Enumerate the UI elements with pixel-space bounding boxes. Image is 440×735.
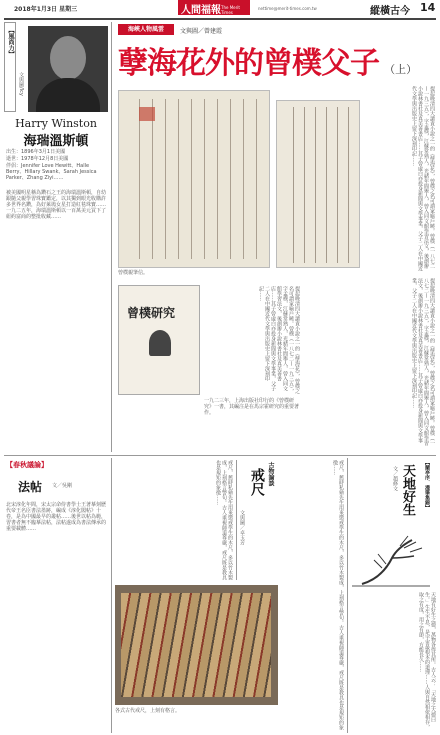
paper-name-en: The Merit Times [221, 5, 240, 15]
antique-author: 文與圖／卓玉芳 [239, 510, 245, 545]
paper-logo [178, 0, 250, 15]
antique-body-upper: 戒尺，舊時私塾先生用來懲戒學生的木尺，多以竹木製成，上刻格言警句。古人重視師道尊嚴，戒尺既是教具也是規矩的象徵…… [215, 460, 233, 580]
letter-handwriting [127, 99, 263, 259]
left-column-divider [111, 22, 112, 452]
column-tag-box [4, 22, 16, 112]
feature-title-text: 孽海花外的曾樸父子 [118, 46, 379, 81]
red-seal-icon [139, 107, 155, 121]
spring-autumn-column [4, 458, 110, 733]
bottom-right-body: 天地有好生之德，萬物各得其所。古人云：「天地之大德曰生。」生生不息，是宇宙最根本的道理……人與自然相依相存，取之有度，用之有節，方能長久…… [418, 592, 436, 730]
bottom-right-column [347, 458, 437, 733]
column-body: 被美國明星稱為鑽石之王的海瑞溫斯頓，自幼跟隨父親學習珠寶鑑定，以其獨到眼光收購許多世界名鑽，為好萊塢女星打造紅毯珠寶……一九二五年，海瑞溫斯頓以一百萬美元買下了紐約富商的整批收藏…… [6, 190, 107, 220]
antique-body-right: 戒尺，舊時私塾先生用來懲戒學生的木尺，多以竹木製成，上刻格言警句。古人重視師道尊嚴，戒尺既是教具也是規矩的象徵…… [332, 460, 344, 730]
book-cover-photo [118, 285, 200, 395]
letter-handwriting-2 [283, 107, 355, 263]
section-name: 縱橫古今 [370, 6, 410, 17]
letter-photo-caption: 曾樸親筆信。 [118, 270, 149, 276]
bio-line-2: 逝世：1978年12月8日美國 [6, 156, 69, 162]
bio-line-1: 出生：1896年3月1日美國 [6, 149, 66, 155]
antique-tag: 古物論談 [267, 462, 274, 486]
fashion-column [4, 22, 109, 452]
spring-autumn-divider [111, 458, 112, 733]
rulers-photo [115, 585, 278, 705]
spring-autumn-tag: 【春秋議論】 [6, 461, 48, 469]
rulers-image [121, 593, 271, 697]
column-tag: 【風尚力】 [7, 27, 14, 57]
tree-illustration [352, 528, 430, 588]
bottom-right-title: 天地好生 [400, 464, 415, 516]
feature-body-bottom: 提起晚清四大譴責小說之一的《孽海花》，曾樸之名可謂家喻戶曉。曾樸（一八七二—一九三五），字孟樸，江蘇常熟人，光緒年間舉人，曾入同文館學習法文，後創辦小說林書社及真美善書店……其子曾虛白亦投身新聞與文學事業，父子二人在中國近代文學與出版史上留下深刻印記…… [411, 278, 435, 446]
feature-body-mid: 提起晚清四大譴責小說之一的《孽海花》，曾樸之名可謂家喻戶曉。曾樸（一八七二—一九三五），字孟樸，江蘇常熟人，光緒年間舉人，曾入同文館學習法文，後創辦小說林書社及真美善書店……其子曾虛白亦投身新聞與文學事業，父子二人在中國近代文學與出版史上留下深刻印記…… [258, 286, 300, 394]
feature-tag: 海峽人物風雲 [118, 24, 174, 35]
letter-photo-2 [276, 100, 360, 268]
tree-icon [352, 528, 430, 588]
issue-date: 2018年1月3日 星期三 [14, 6, 78, 13]
horizontal-divider [4, 455, 436, 456]
portrait-face [50, 36, 86, 80]
rulers-caption: 各式古代戒尺，上刻有格言。 [115, 708, 181, 714]
masthead [0, 0, 440, 19]
feature-title-suffix: （上） [384, 63, 418, 76]
bio-line-3: 伴侶：Jennifer Love Hewitt、Halle Berry、Hillary Swank、Sarah Jessica Parker、Zhang Ziyi…… [6, 163, 97, 181]
spring-autumn-author: 文／吳剛 [52, 483, 73, 489]
book-portrait [149, 330, 171, 356]
spring-autumn-title: 法帖 [18, 480, 43, 494]
person-name-en: Harry Winston [15, 117, 97, 130]
book-caption: 一九二三年，上海出版社印行的《曾樸研究》一書，其編注是在馬宗霍研究的重要著作。 [204, 398, 300, 416]
bottom-right-author: 文／趙修文 [392, 466, 398, 491]
masthead-rule [4, 18, 436, 20]
paper-name: 人間福報 [181, 5, 221, 16]
person-name-zh: 海瑞溫斯頓 [23, 134, 89, 149]
feature-title [118, 38, 438, 81]
contact-email: nettime@merit-times.com.tw [258, 6, 317, 11]
letter-photo [118, 90, 270, 268]
antique-title-box [236, 460, 278, 580]
book-title: 曾樸研究 [127, 306, 176, 320]
feature-body-top: 提起晚清四大譴責小說之一的《孽海花》，曾樸之名可謂家喻戶曉。曾樸（一八七二—一九三五），字孟樸，江蘇常熟人，光緒年間舉人，曾入同文館學習法文，後創辦小說林書社及真美善書店……其子曾虛白亦投身新聞與文學事業，父子二人在中國近代文學與出版史上留下深刻印記…… [411, 86, 435, 271]
bottom-right-tag: 【蘭亭序．漫筆集錦】 [424, 460, 430, 510]
page-number: 14 [420, 1, 436, 14]
portrait-photo [28, 26, 108, 112]
spring-autumn-body: 北宋淳化年間，宋太宗命侍書學士王著摹刻歷代帝王名臣書法墨跡，編成《淳化閣帖》十卷，是為中國最早的叢帖……後世以帖為範，習書者無不臨摹法帖，法帖遂成為書法傳承的重要載體…… [6, 502, 107, 532]
column-author: 文與圖/Icy [18, 72, 24, 96]
feature-byline: 文與圖／曾建霞 [180, 28, 223, 35]
antique-title: 戒尺 [249, 468, 265, 496]
portrait-body [36, 78, 100, 112]
